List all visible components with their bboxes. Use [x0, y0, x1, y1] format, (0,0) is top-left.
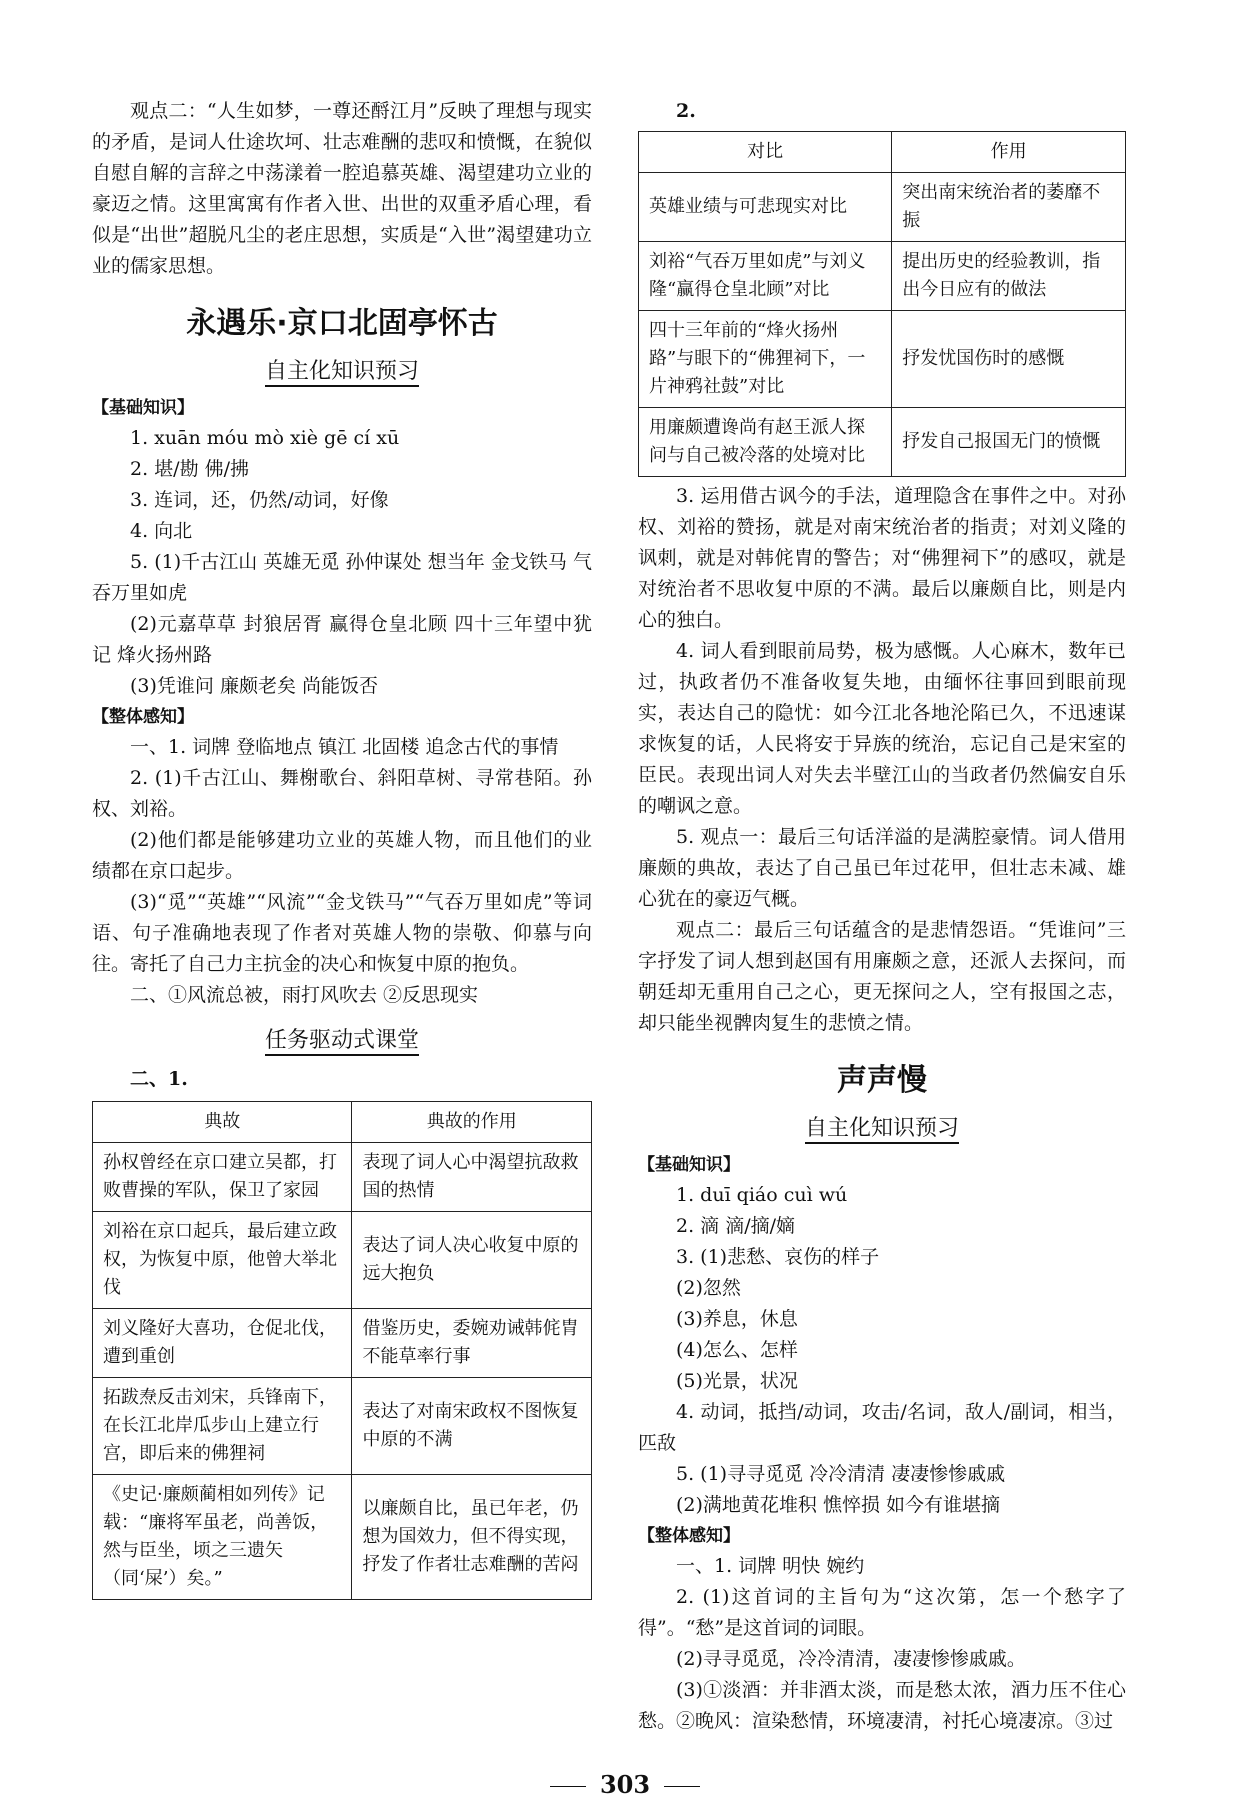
answer-line: 1. xuān móu mò xiè gē cí xū	[130, 427, 400, 449]
table-cell: 拓跋焘反击刘宋，兵锋南下，在长江北岸瓜步山上建立行宫，即后来的佛狸祠	[93, 1378, 352, 1475]
answer-line: 3. 连词，还，仍然/动词，好像	[130, 489, 389, 511]
answer-paragraph: 3. 运用借古讽今的手法，道理隐含在事件之中。对孙权、刘裕的赞扬，就是对南宋统治者的指责；对刘义隆的讽刺，就是对韩侂胄的警告；对“佛狸祠下”的感叹，就是对统治者不思收复中原的不满。最后以廉颇自比，则是内心的独白。	[638, 485, 1126, 631]
answer-line: (5)光景，状况	[676, 1370, 798, 1392]
table-row	[639, 173, 1126, 242]
answer-line: 1. duī qiáo cuì wú	[676, 1184, 848, 1206]
table-label: 二、1.	[130, 1068, 188, 1090]
table-cell: 提出历史的经验教训，指出今日应有的做法	[892, 242, 1126, 311]
answer-paragraph: 4. 词人看到眼前局势，极为感慨。人心麻木，数年已过，执政者仍不准备收复失地，由缅怀往事回到眼前现实，表达自己的隐忧：如今江北各地沦陷已久，不迅速谋求恢复的话，人民将安于异族的统治，忘记自己是宋室的臣民。表现出词人对失去半壁江山的当政者仍然偏安自乐的嘲讽之意。	[638, 640, 1126, 817]
table-cell: 孙权曾经在京口建立吴都，打败曹操的军队，保卫了家园	[93, 1143, 352, 1212]
answer-line: (3)“觅”“英雄”“风流”“金戈铁马”“气吞万里如虎”等词语、句子准确地表现了作者对英雄人物的崇敬、仰慕与向往。寄托了自己力主抗金的决心和恢复中原的抱负。	[92, 891, 592, 975]
table-cell: 表达了对南宋政权不图恢复中原的不满	[352, 1378, 592, 1475]
table-row	[93, 1309, 592, 1378]
answer-line: 一、1. 词牌 明快 婉约	[676, 1555, 865, 1577]
page-number: 303	[0, 1770, 1250, 1799]
answer-paragraph: 5. 观点一：最后三句话洋溢的是满腔豪情。词人借用廉颇的典故，表达了自己虽已年过花甲，但壮志未减、雄心犹在的豪迈气概。	[638, 826, 1126, 910]
answer-line: 2. 堪/勘 佛/拂	[130, 458, 250, 480]
table-header-cell: 作用	[892, 132, 1126, 173]
table-cell: 借鉴历史，委婉劝诫韩侂胄不能草率行事	[352, 1309, 592, 1378]
answer-line: 二、①风流总被，雨打风吹去 ②反思现实	[130, 984, 479, 1006]
answer-line: (2)满地黄花堆积 憔悴损 如今有谁堪摘	[676, 1494, 1000, 1516]
table-cell: 刘义隆好大喜功，仓促北伐，遭到重创	[93, 1309, 352, 1378]
table-cell: 以廉颇自比，虽已年老，仍想为国效力，但不得实现，抒发了作者壮志难酬的苦闷	[352, 1475, 592, 1600]
answer-line: 2. (1)这首词的主旨句为“这次第，怎一个愁字了得”。“愁”是这首词的词眼。	[638, 1586, 1126, 1639]
table-cell: 英雄业绩与可悲现实对比	[639, 173, 892, 242]
allusion-table	[92, 1101, 592, 1600]
table-row	[639, 408, 1126, 477]
label-basic-knowledge: 【基础知识】	[92, 398, 194, 418]
answer-line: 5. (1)千古江山 英雄无觅 孙仲谋处 想当年 金戈铁马 气吞万里如虎	[92, 551, 592, 604]
answer-line: (2)寻寻觅觅，冷冷清清，凄凄惨惨戚戚。	[676, 1648, 1026, 1670]
table-header-cell: 典故	[93, 1102, 352, 1143]
table-row	[639, 311, 1126, 408]
answer-line: (4)怎么、怎样	[676, 1339, 798, 1361]
table-header-row	[93, 1102, 592, 1143]
answer-line: (2)他们都是能够建功立业的英雄人物，而且他们的业绩都在京口起步。	[92, 829, 592, 882]
table-header-cell: 对比	[639, 132, 892, 173]
label-overall-perception: 【整体感知】	[638, 1526, 740, 1546]
table-row	[93, 1475, 592, 1600]
section-heading-preview: 自主化知识预习	[638, 1111, 1126, 1142]
answer-line: 4. 向北	[130, 520, 193, 542]
table-header-cell: 典故的作用	[352, 1102, 592, 1143]
table-row	[639, 242, 1126, 311]
poem-title-shengshengman: 声声慢	[837, 1063, 927, 1098]
table-header-row	[639, 132, 1126, 173]
poem-title-yongyule: 永遇乐·京口北固亭怀古	[186, 306, 498, 341]
intro-paragraph: 观点二：“人生如梦，一尊还酹江月”反映了理想与现实的矛盾，是词人仕途坎坷、壮志难酬的悲叹和愤慨，在貌似自慰自解的言辞之中荡漾着一腔追慕英雄、渴望建功立业的豪迈之情。这里寓寓有作者入世、出世的双重矛盾心理，看似是“出世”超脱凡尘的老庄思想，实质是“入世”渴望建功立业的儒家思想。	[92, 100, 592, 277]
answer-line: 3. (1)悲愁、哀伤的样子	[676, 1246, 880, 1268]
right-column	[638, 96, 1126, 1737]
table-cell: 表达了词人决心收复中原的远大抱负	[352, 1212, 592, 1309]
table-cell: 突出南宋统治者的萎靡不振	[892, 173, 1126, 242]
left-column	[92, 96, 592, 1600]
section-heading-preview: 自主化知识预习	[92, 354, 592, 385]
answer-line: 2. (1)千古江山、舞榭歌台、斜阳草树、寻常巷陌。孙权、刘裕。	[92, 767, 592, 820]
table-cell: 抒发自己报国无门的愤慨	[892, 408, 1126, 477]
answer-line: (3)①淡酒：并非酒太淡，而是愁太浓，酒力压不住心愁。②晚风：渲染愁情，环境凄清，衬托心境凄凉。③过	[638, 1679, 1126, 1732]
section-heading-classroom: 任务驱动式课堂	[92, 1023, 592, 1054]
table-cell: 用廉颇遭谗尚有赵王派人探问与自己被冷落的处境对比	[639, 408, 892, 477]
table-cell: 抒发忧国伤时的感慨	[892, 311, 1126, 408]
answer-line: 2. 滴 滴/摘/嫡	[676, 1215, 796, 1237]
answer-line: 4. 动词，抵挡/动词，攻击/名词，敌人/副词，相当，匹敌	[638, 1401, 1126, 1454]
table-cell: 表现了词人心中渴望抗敌救国的热情	[352, 1143, 592, 1212]
answer-line: (2)忽然	[676, 1277, 741, 1299]
contrast-table	[638, 131, 1126, 477]
table-row	[93, 1378, 592, 1475]
table-cell: 刘裕“气吞万里如虎”与刘义隆“赢得仓皇北顾”对比	[639, 242, 892, 311]
table-cell: 《史记·廉颇蔺相如列传》记载：“廉将军虽老，尚善饭，然与臣坐，顷之三遗矢（同‘屎’）矣。”	[93, 1475, 352, 1600]
page-number-dash	[550, 1786, 586, 1787]
label-basic-knowledge: 【基础知识】	[638, 1155, 740, 1175]
answer-line: (2)元嘉草草 封狼居胥 赢得仓皇北顾 四十三年望中犹记 烽火扬州路	[92, 613, 592, 666]
answer-line: (3)养息，休息	[676, 1308, 798, 1330]
table-row	[93, 1212, 592, 1309]
answer-paragraph: 观点二：最后三句话蕴含的是悲情怨语。“凭谁问”三字抒发了词人想到赵国有用廉颇之意，还派人去探问，而朝廷却无重用自己之心，更无探问之人，空有报国之志，却只能坐视髀肉复生的悲愤之情。	[638, 919, 1126, 1034]
table-cell: 四十三年前的“烽火扬州路”与眼下的“佛狸祠下，一片神鸦社鼓”对比	[639, 311, 892, 408]
page-number-dash	[664, 1786, 700, 1787]
answer-line: 5. (1)寻寻觅觅 冷冷清清 凄凄惨惨戚戚	[676, 1463, 1006, 1485]
answer-line: 一、1. 词牌 登临地点 镇江 北固楼 追念古代的事情	[130, 736, 559, 758]
table-row	[93, 1143, 592, 1212]
label-overall-perception: 【整体感知】	[92, 707, 194, 727]
table-label: 2.	[676, 100, 696, 122]
answer-line: (3)凭谁问 廉颇老矣 尚能饭否	[130, 675, 378, 697]
table-cell: 刘裕在京口起兵，最后建立政权，为恢复中原，他曾大举北伐	[93, 1212, 352, 1309]
